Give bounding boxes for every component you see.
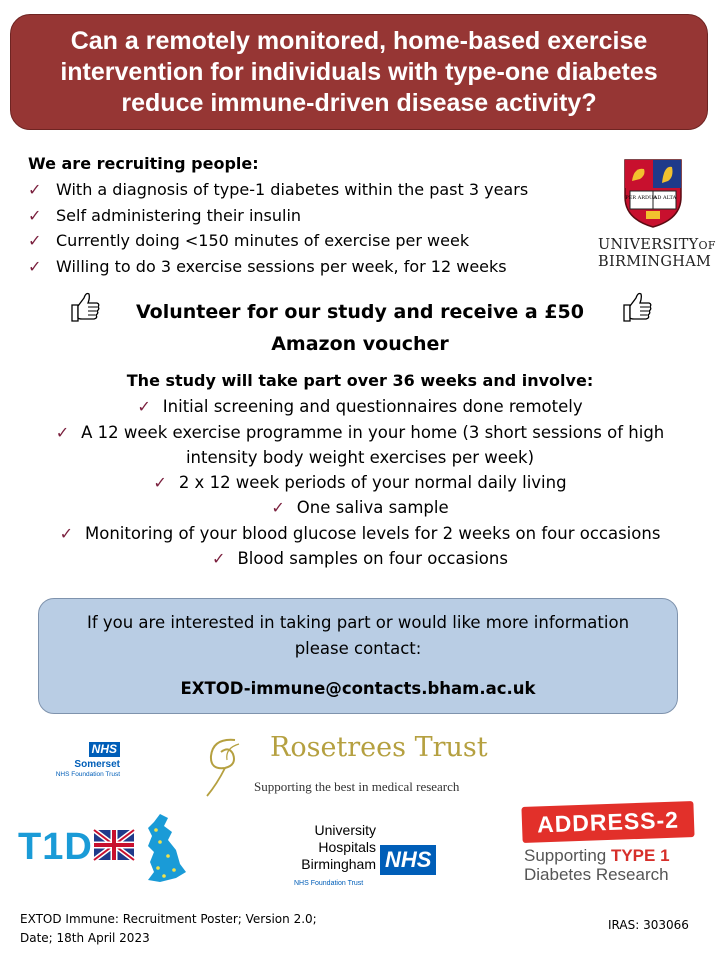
list-item: ✓ Currently doing <150 minutes of exercise per week (28, 228, 528, 254)
contact-line2: please contact: (294, 639, 422, 658)
checkmark-icon: ✓ (137, 397, 151, 416)
footer-version-info: EXTOD Immune: Recruitment Poster; Version 2.0; Date; 18th April 2023 (20, 912, 317, 945)
university-crest-icon (622, 157, 684, 229)
list-item: ✓ One saliva sample (0, 495, 720, 520)
university-of-birmingham-logo (598, 157, 716, 270)
thumbs-up-icon (68, 290, 102, 324)
t1duk-uk-flag-map-icon (88, 812, 198, 888)
checkmark-icon: ✓ (28, 180, 42, 199)
list-item: ✓ With a diagnosis of type-1 diabetes within the past 3 years (28, 177, 528, 203)
uhb-subtitle: NHS Foundation Trust (294, 880, 364, 887)
study-heading: The study will take part over 36 weeks and involve: (126, 371, 594, 390)
checkmark-icon: ✓ (28, 231, 42, 250)
list-item: ✓ A 12 week exercise programme in your home (3 short sessions of high (0, 420, 720, 445)
uhb-nhs-badge: NHS (380, 845, 436, 875)
address2-logo-banner (521, 801, 694, 843)
list-item: ✓ Initial screening and questionnaires done remotely (0, 394, 720, 419)
recruiting-criteria-list (28, 177, 528, 279)
list-item: ✓ 2 x 12 week periods of your normal daily living (0, 470, 720, 495)
nhs-badge: NHS (89, 742, 120, 757)
list-item-continuation: intensity body weight exercises per week) (185, 448, 535, 467)
list-item: ✓ Willing to do 3 exercise sessions per week, for 12 weeks (28, 254, 528, 280)
svg-text:PER ARDUA: PER ARDUA (625, 195, 657, 201)
checkmark-icon: ✓ (59, 524, 73, 543)
university-name-of: OF (698, 239, 716, 252)
nhs-somerset-logo: NHS Somerset NHS Foundation Trust (55, 742, 120, 778)
contact-email-link[interactable]: EXTOD-immune@contacts.bham.ac.uk (180, 679, 536, 698)
iras-number: IRAS: 303066 (608, 918, 689, 932)
rosetrees-swirl-icon (195, 732, 255, 802)
uhb-logo-text: University Hospitals Birmingham (301, 822, 376, 872)
contact-box (38, 598, 678, 714)
checkmark-icon: ✓ (212, 549, 226, 568)
university-name-line2: BIRMINGHAM (598, 254, 712, 270)
university-name-line1: UNIVERSITY (598, 237, 699, 253)
address2-tagline: Supporting TYPE 1 Diabetes Research (524, 846, 670, 884)
recruiting-heading: We are recruiting people: (28, 154, 259, 173)
checkmark-icon: ✓ (28, 205, 42, 225)
contact-line1: If you are interested in taking part or would like more information (86, 613, 630, 632)
poster-title: Can a remotely monitored, home-based exercise intervention for individuals with type-one diabetes reduce immune-driven disease activity? (60, 26, 658, 117)
address2-name: ADDRESS-2 (536, 806, 680, 838)
rosetrees-trust-name: Rosetrees Trust (270, 732, 488, 763)
list-item: ✓ Self administering their insulin (28, 203, 528, 229)
t1duk-logo-text: T1D (18, 826, 93, 868)
checkmark-icon: ✓ (55, 423, 70, 442)
rosetrees-tagline: Supporting the best in medical research (254, 779, 460, 794)
list-item: ✓ Blood samples on four occasions (0, 546, 720, 571)
checkmark-icon: ✓ (28, 256, 42, 276)
thumbs-up-icon (620, 290, 654, 324)
volunteer-headline: Volunteer for our study and receive a £50 Amazon voucher (136, 301, 584, 355)
title-banner (10, 14, 708, 130)
list-item: ✓ Monitoring of your blood glucose levels for 2 weeks on four occasions (0, 521, 720, 546)
svg-text:AD ALTA: AD ALTA (653, 195, 677, 201)
checkmark-icon: ✓ (153, 473, 167, 492)
checkmark-icon: ✓ (271, 498, 285, 517)
